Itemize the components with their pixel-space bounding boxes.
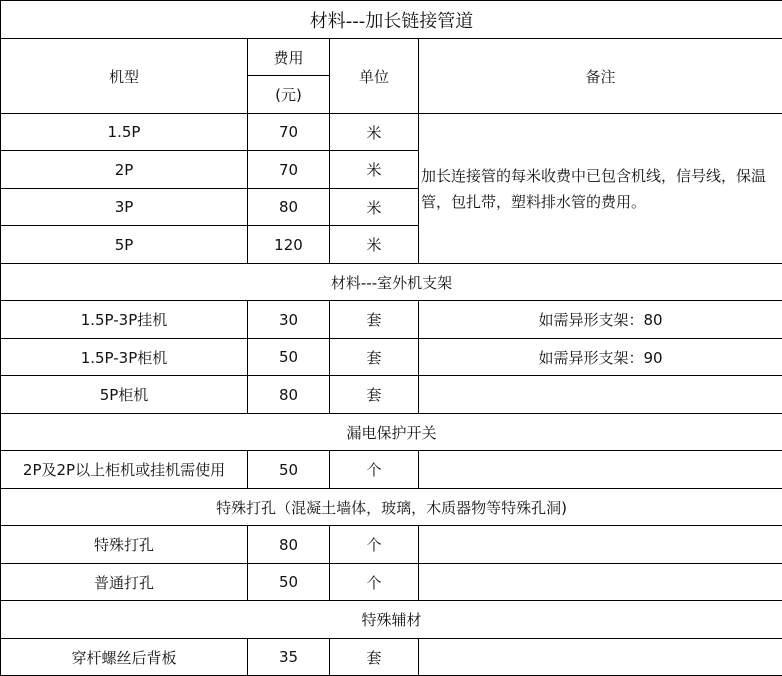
header-fee-unit: (元)	[248, 76, 330, 114]
cell-model: 特殊打孔	[1, 526, 248, 564]
header-fee: 费用	[248, 39, 330, 76]
cell-unit: 套	[330, 639, 419, 676]
cell-unit: 套	[330, 376, 419, 414]
cell-fee: 35	[248, 639, 330, 676]
cell-fee: 50	[248, 564, 330, 601]
cell-fee: 70	[248, 151, 330, 189]
cell-unit: 米	[330, 189, 419, 226]
header-row	[1, 39, 782, 76]
cell-remark: 如需异形支架：80	[419, 301, 782, 339]
header-remark: 备注	[419, 39, 782, 114]
table-row	[1, 526, 782, 564]
cell-unit: 个	[330, 564, 419, 601]
cell-fee: 70	[248, 114, 330, 151]
pipe-note: 加长连接管的每米收费中已包含机线，信号线，保温管，包扎带，塑料排水管的费用。	[419, 114, 782, 264]
table-row	[1, 301, 782, 339]
cell-unit: 米	[330, 226, 419, 264]
table-row	[1, 451, 782, 489]
cell-fee: 120	[248, 226, 330, 264]
section-title-drill: 特殊打孔（混凝土墙体，玻璃，木质器物等特殊孔洞)	[1, 489, 782, 526]
section-row	[1, 414, 782, 451]
cell-fee: 50	[248, 451, 330, 489]
table-title: 材料---加长链接管道	[1, 1, 782, 39]
section-title-switch: 漏电保护开关	[1, 414, 782, 451]
section-row	[1, 489, 782, 526]
cell-unit: 米	[330, 114, 419, 151]
cell-remark	[419, 526, 782, 564]
cell-fee: 80	[248, 189, 330, 226]
table-row	[1, 564, 782, 601]
cell-model: 2P及2P以上柜机或挂机需使用	[1, 451, 248, 489]
cell-model: 穿杆螺丝后背板	[1, 639, 248, 676]
cell-model: 5P	[1, 226, 248, 264]
cell-model: 1.5P-3P挂机	[1, 301, 248, 339]
section-title-bracket: 材料---室外机支架	[1, 264, 782, 301]
header-model: 机型	[1, 39, 248, 114]
cell-remark	[419, 564, 782, 601]
cell-unit: 套	[330, 301, 419, 339]
cell-unit: 个	[330, 451, 419, 489]
table-row	[1, 339, 782, 376]
table-row	[1, 114, 782, 151]
section-row	[1, 601, 782, 639]
table-row	[1, 639, 782, 676]
cell-model: 2P	[1, 151, 248, 189]
cell-fee: 80	[248, 376, 330, 414]
cell-model: 普通打孔	[1, 564, 248, 601]
cell-remark	[419, 639, 782, 676]
header-unit: 单位	[330, 39, 419, 114]
table-row	[1, 376, 782, 414]
cell-unit: 个	[330, 526, 419, 564]
cell-model: 3P	[1, 189, 248, 226]
cell-remark: 如需异形支架：90	[419, 339, 782, 376]
cell-remark	[419, 376, 782, 414]
section-title-aux: 特殊辅材	[1, 601, 782, 639]
cell-fee: 80	[248, 526, 330, 564]
cell-remark	[419, 451, 782, 489]
cell-fee: 50	[248, 339, 330, 376]
cell-model: 1.5P	[1, 114, 248, 151]
section-row	[1, 264, 782, 301]
cell-unit: 米	[330, 151, 419, 189]
cell-unit: 套	[330, 339, 419, 376]
cell-model: 5P柜机	[1, 376, 248, 414]
title-row	[1, 1, 782, 39]
cell-model: 1.5P-3P柜机	[1, 339, 248, 376]
cell-fee: 30	[248, 301, 330, 339]
